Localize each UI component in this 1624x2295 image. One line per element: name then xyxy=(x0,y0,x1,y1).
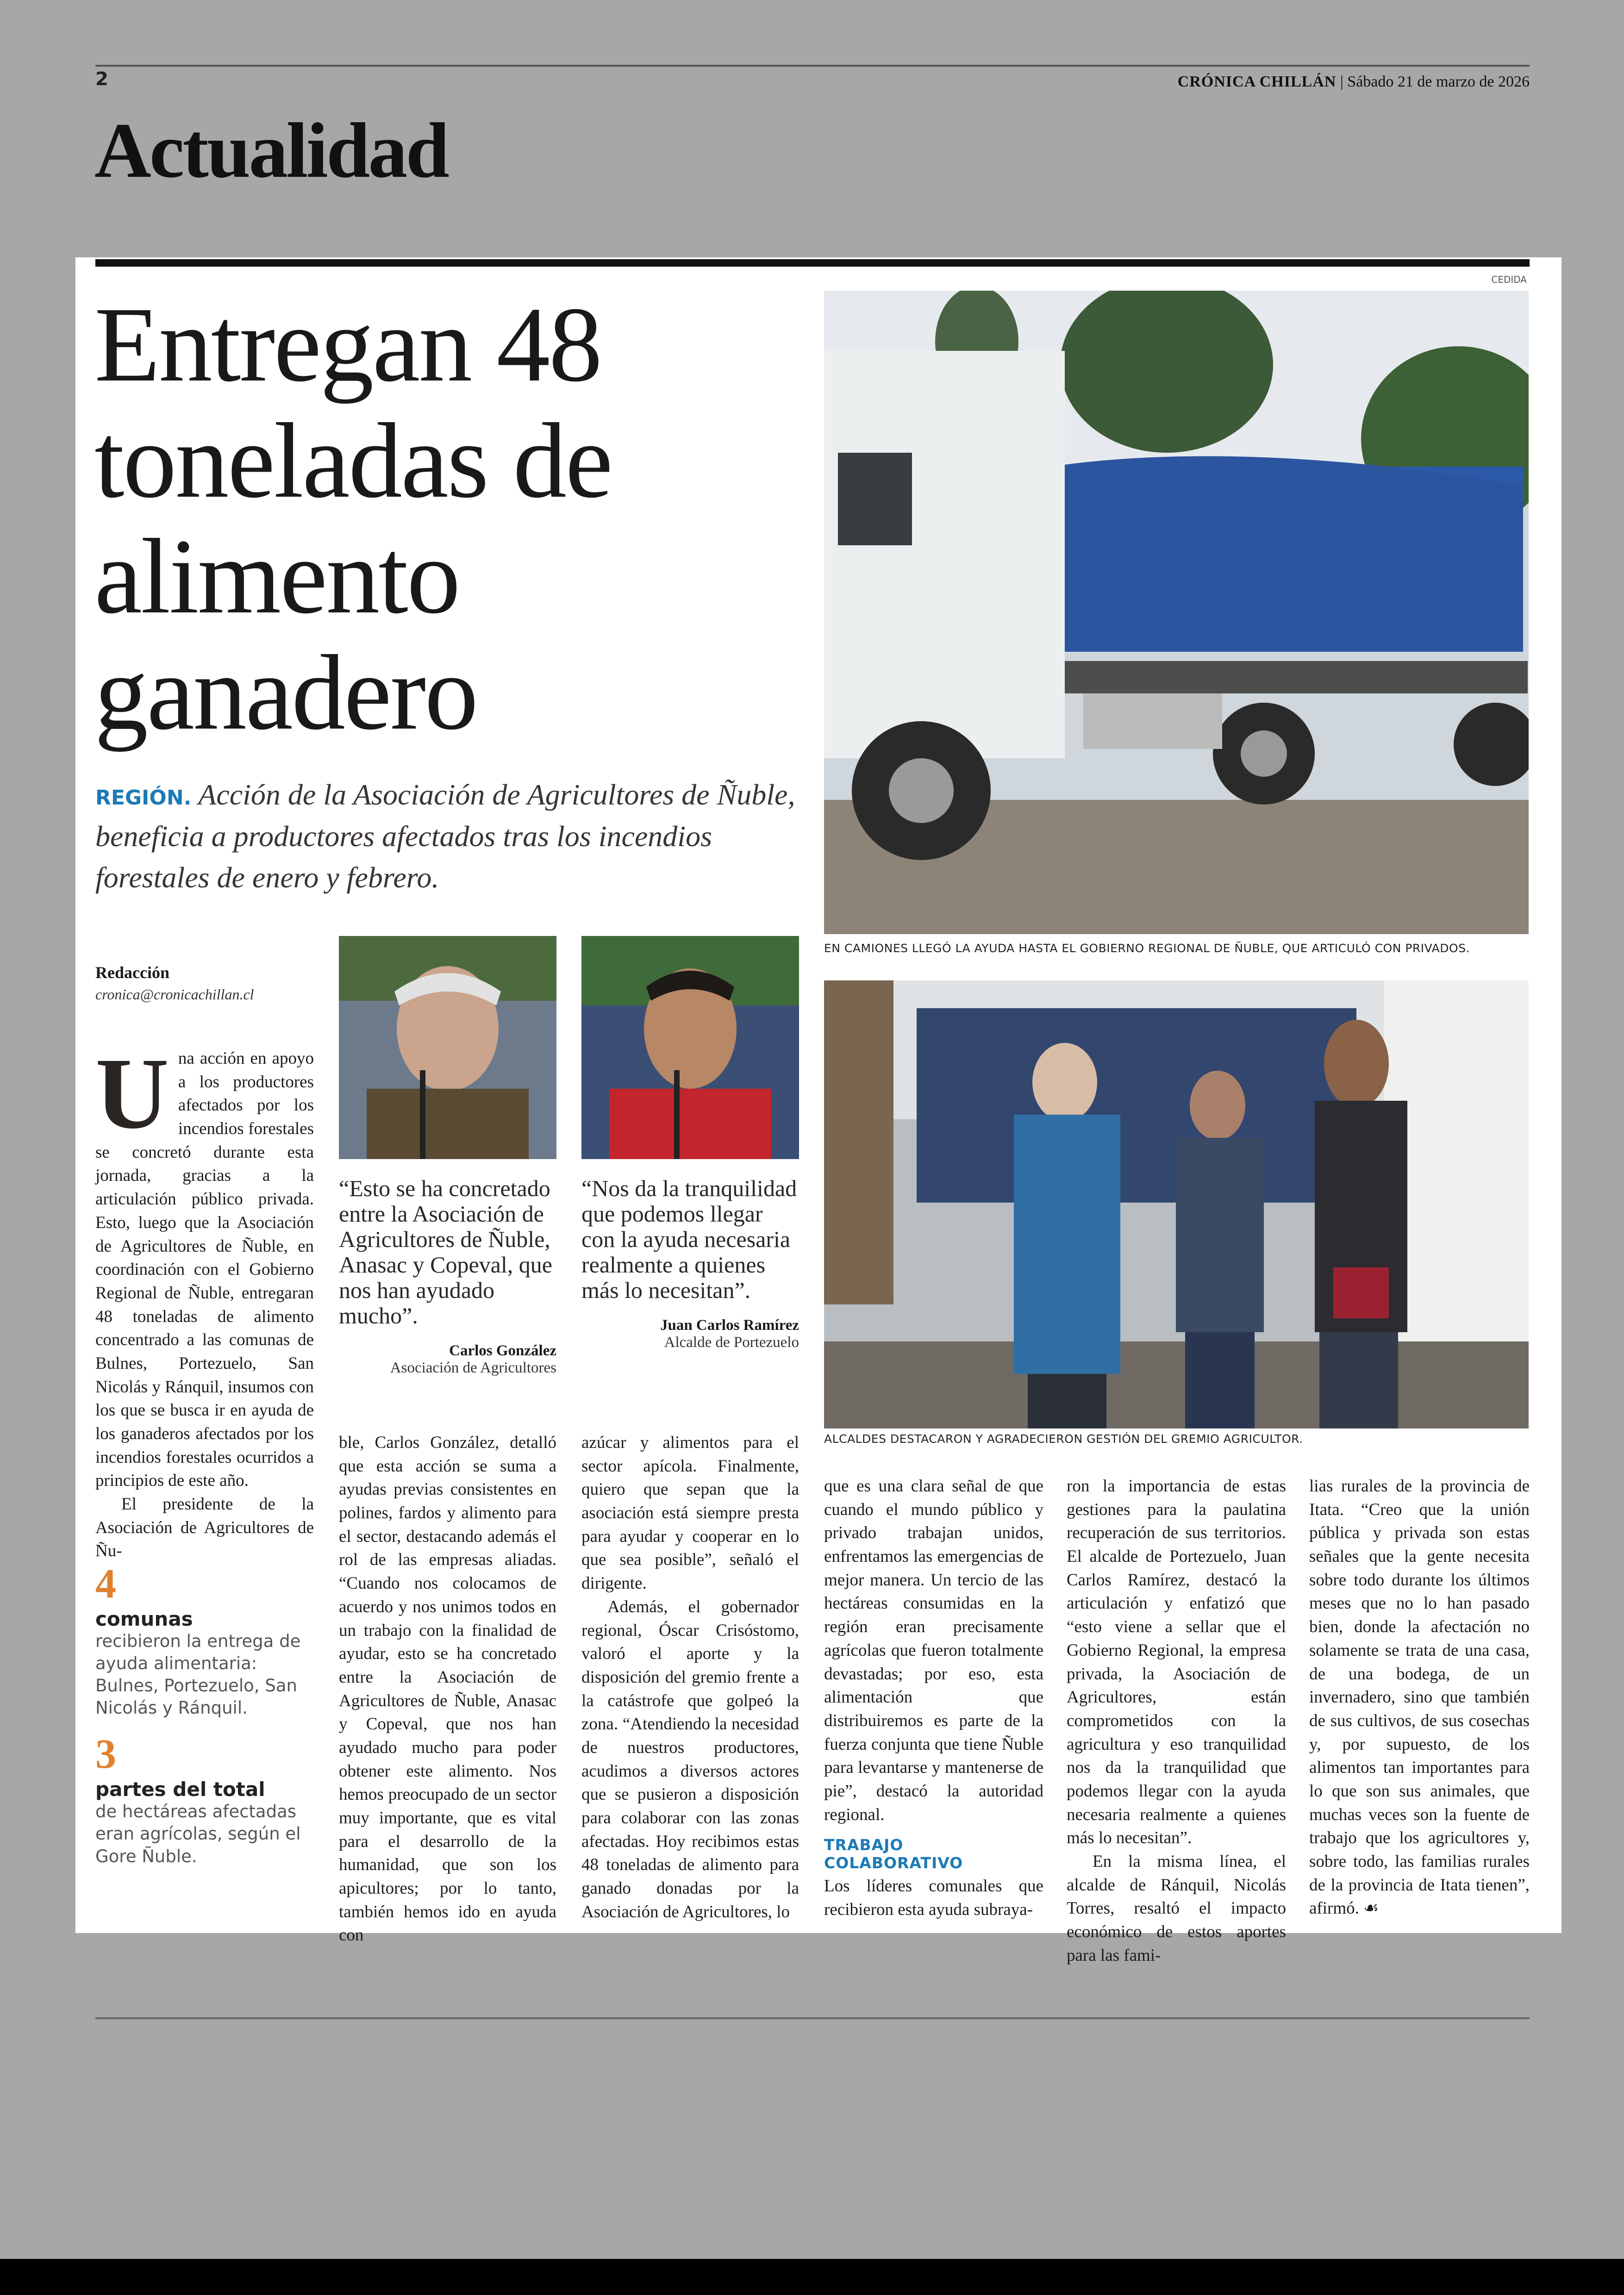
body-column-2 xyxy=(339,1431,556,1947)
header-rule xyxy=(95,65,1530,67)
subheading: TRABAJO COLABORATIVO xyxy=(824,1836,963,1872)
body-column-6 xyxy=(1309,1475,1530,1921)
pull-quote-2 xyxy=(581,1176,799,1351)
caption-photo2: ALCALDES DESTACARON Y AGRADECIERON GESTIÓN DEL GREMIO AGRICULTOR. xyxy=(824,1432,1303,1446)
fact-label: comunas xyxy=(95,1608,193,1630)
body-column-3 xyxy=(581,1431,799,1924)
fact-text: recibieron la entrega de ayuda alimentaria: Bulnes, Portezuelo, San Nicolás y Ránquil. xyxy=(95,1631,301,1718)
paragraph-text: na acción en apoyo a los productores afectados por los incendios forestales se concretó durante esta jornada, gracias a la articulación público privada. Esto, luego que la Asociación de Agricultores de Ñuble, en coordinación con el Gobierno Regional de Ñuble, entregaran 48 toneladas de alimento concentrado a las comunas de Bulnes, Portezuelo, San Nicolás y Ránquil, insumos con los que se busca ir en ayuda de los ganaderos afectados por los incendios forestales ocurridos a principios de este año. xyxy=(95,1049,314,1491)
facts-box xyxy=(95,1560,314,1868)
issue-date: Sábado 21 de marzo de 2026 xyxy=(1347,73,1530,90)
fact-text: de hectáreas afectadas eran agrícolas, según el Gore Ñuble. xyxy=(95,1802,301,1866)
paragraph: Los líderes comunales que recibieron esta ayuda subraya- xyxy=(824,1877,1043,1919)
paragraph: ron la importancia de estas gestiones para la paulatina recuperación de sus territorios. El alcalde de Portezuelo, Juan Carlos Ramírez, destacó la articulación y enfatizó que “esto viene a sellar que el Gobierno Regional, la empresa privada, la Asociación de Agricultores, están comprometidos con la agricultura y eso tranquilidad nos da la tranquilidad que podemos llegar con la ayuda necesaria realmente a quienes más lo necesitan”. xyxy=(1067,1477,1286,1848)
quote-text: “Esto se ha concretado entre la Asociación de Agricultores de Ñuble, Anasac y Copeval, que nos han ayudado mucho”. xyxy=(339,1175,552,1328)
article-top-rule xyxy=(95,259,1530,267)
paragraph: que es una clara señal de que cuando el mundo público y privado trabajan unidos, enfrentamos las emergencias de mejor manera. Un tercio de las hectáreas consumidas en la región eran precisamente agrícolas que fueron totalmente devastadas; por eso, esta alimentación que distribuiremos es parte de la fuerza conjunta que tiene Ñuble para levantarse y mantenerse de pie”, destacó la autoridad regional. xyxy=(824,1477,1043,1824)
kicker: REGIÓN. xyxy=(95,786,192,810)
publication-name: CRÓNICA CHILLÁN xyxy=(1177,73,1337,90)
body-column-1 xyxy=(95,1037,314,1563)
paragraph: azúcar y alimentos para el sector apícola. Finalmente, quiero que sepan que la asociación está siempre presta para ayudar y cooperar en lo que sea posible”, señaló el dirigente. xyxy=(581,1433,799,1593)
byline: Redacción xyxy=(95,963,169,982)
photo-truck xyxy=(824,291,1529,934)
caption-photo1: EN CAMIONES LLEGÓ LA AYUDA HASTA EL GOBIERNO REGIONAL DE ÑUBLE, QUE ARTICULÓ CON PRIVADOS. xyxy=(824,942,1470,955)
quote-text: “Nos da la tranquilidad que podemos llegar con la ayuda necesaria realmente a quienes más lo necesitan”. xyxy=(581,1175,797,1303)
quote-name: Juan Carlos Ramírez xyxy=(660,1317,799,1334)
quote-role: Asociación de Agricultores xyxy=(390,1360,556,1376)
page-number: 2 xyxy=(95,69,108,90)
section-title: Actualidad xyxy=(94,107,448,194)
footer-rule xyxy=(95,2017,1530,2019)
lead-paragraph xyxy=(95,1037,314,1493)
body-column-5 xyxy=(1067,1475,1286,1967)
body-column-4 xyxy=(824,1475,1043,1922)
author-email[interactable]: cronica@cronicachillan.cl xyxy=(95,986,254,1003)
dropcap: U xyxy=(95,1037,169,1150)
quote-name: Carlos González xyxy=(449,1342,556,1359)
quote-role: Alcalde de Portezuelo xyxy=(664,1334,799,1351)
fact-number: 4 xyxy=(95,1561,116,1607)
masthead-date: CRÓNICA CHILLÁN | Sábado 21 de marzo de 2026 xyxy=(1177,73,1530,90)
photo-credit: CEDIDA xyxy=(1491,274,1527,285)
fact-number: 3 xyxy=(95,1731,116,1777)
paragraph: lias rurales de la provincia de Itata. “Creo que la unión pública y privada son estas señales que la gente necesita sobre todo durante los últimos meses que no lo han pasado bien, donde la afectación no solamente se trata de una casa, de una bodega, de un invernadero, sino que también de sus cultivos, de sus cosechas y, por supuesto, de los alimentos tan importantes para lo que son sus animales, que muchas veces son la fuente de trabajo que los agricultores y, sobre todo, las familias rurales de la provincia de Itata tienen”, afirmó. ☙ xyxy=(1309,1477,1530,1918)
viewer-bottom-bar xyxy=(0,2259,1624,2295)
deck xyxy=(95,774,818,898)
paragraph: ble, Carlos González, detalló que esta acción se suma a ayudas previas consistentes en polines, fardos y alimento para el sector, destacando además el rol de las empresas aliadas. “Cuando nos colocamos de acuerdo y nos unimos todos en un trabajo con la finalidad de ayudar, esto se ha concretado entre la Asociación de Agricultores de Ñuble, Anasac y Copeval, que nos han ayudado mucho para poder obtener este alimento. Nos hemos preocupado de un sector muy importante, que es vital para el desarrollo de la humanidad, que son los apicultores; por lo tanto, también hemos ido en ayuda con xyxy=(339,1433,556,1945)
photo-alcaldes xyxy=(824,980,1529,1428)
fact-label: partes del total xyxy=(95,1778,265,1801)
portrait-carlos-gonzalez xyxy=(339,936,556,1159)
paragraph: Además, el gobernador regional, Óscar Crisóstomo, valoró el aporte y la disposición del gremio frente a la catástrofe que golpeó la zona. “Atendiendo la necesidad de nuestros productores, acudimos a diversos actores que se pusieron a disposición para colaborar con las zonas afectadas. Hoy recibimos estas 48 toneladas de alimento para ganado donadas por la Asociación de Agricultores, lo xyxy=(581,1597,799,1921)
deck-text: Acción de la Asociación de Agricultores de Ñuble, beneficia a productores afectados tras los incendios forestales de enero y febrero. xyxy=(95,778,795,894)
portrait-juan-carlos-ramirez xyxy=(581,936,799,1159)
paragraph: En la misma línea, el alcalde de Ránquil, Nicolás Torres, resaltó el impacto económico de estos aportes para las fami- xyxy=(1067,1852,1286,1965)
paragraph: El presidente de la Asociación de Agricultores de Ñu- xyxy=(95,1495,314,1561)
headline: Entregan 48 toneladas de alimento ganadero xyxy=(94,285,612,752)
pull-quote-1 xyxy=(339,1176,556,1377)
